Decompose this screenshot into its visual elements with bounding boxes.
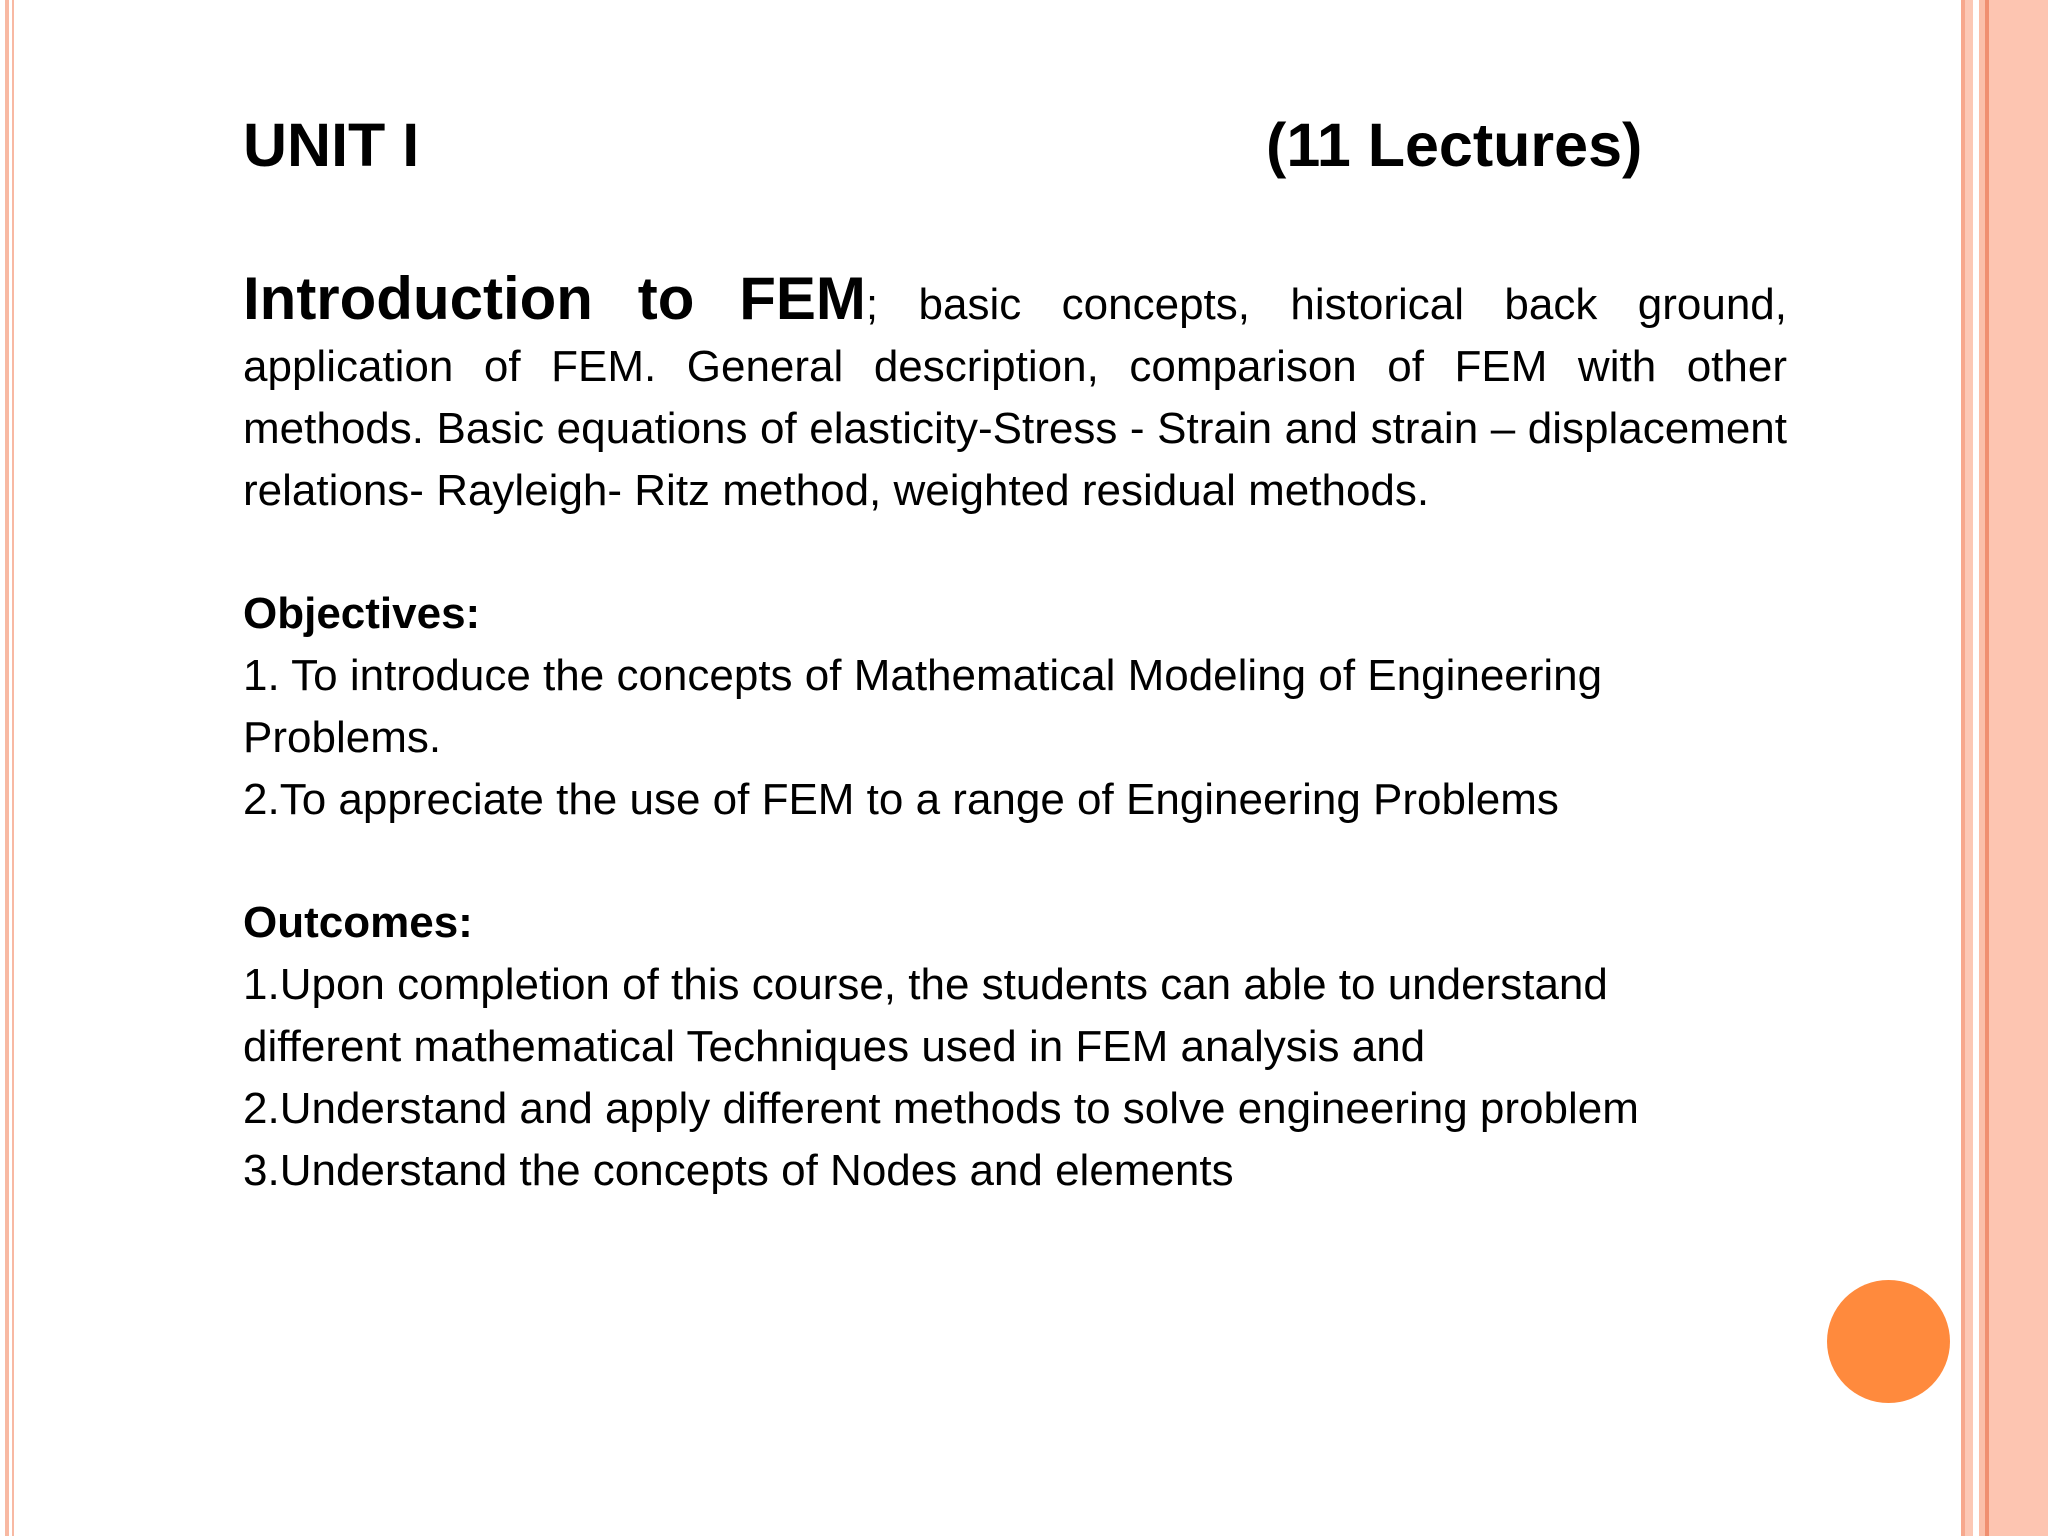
unit-lecture-count: (11 Lectures) <box>1266 111 1643 179</box>
unit-title: UNIT I <box>243 111 420 179</box>
outcomes-heading: Outcomes: <box>243 898 473 947</box>
objective-item: 1. To introduce the concepts of Mathematical Modeling of Engineering Problems. <box>243 651 1603 762</box>
outcome-item: 2.Understand and apply different methods to solve engineering problem <box>243 1084 1639 1133</box>
intro-heading: Introduction to FEM <box>243 265 866 332</box>
outcome-item: 3.Understand the concepts of Nodes and elements <box>243 1146 1234 1195</box>
left-decorative-border <box>0 0 22 1536</box>
right-decorative-border <box>1959 0 2048 1536</box>
objective-item: 2.To appreciate the use of FEM to a range of Engineering Problems <box>243 775 1559 824</box>
intro-body: ; basic concepts, historical back ground, application of FEM. General description, comparison of FEM with other methods. Basic equations of elasticity-Stress - Strain and strain – displacement relations- Rayleigh- Ritz method, weighted residual methods. <box>243 280 1787 515</box>
outcome-item: 1.Upon completion of this course, the students can able to understand different mathematical Techniques used in FEM analysis and <box>243 960 1608 1071</box>
objectives-section <box>243 583 1787 831</box>
objectives-heading: Objectives: <box>243 589 481 638</box>
outcomes-section <box>243 892 1787 1202</box>
slide-content <box>243 100 1787 1202</box>
unit-header <box>243 100 1787 190</box>
intro-paragraph <box>243 265 1787 522</box>
orange-circle-decoration <box>1827 1280 1950 1403</box>
